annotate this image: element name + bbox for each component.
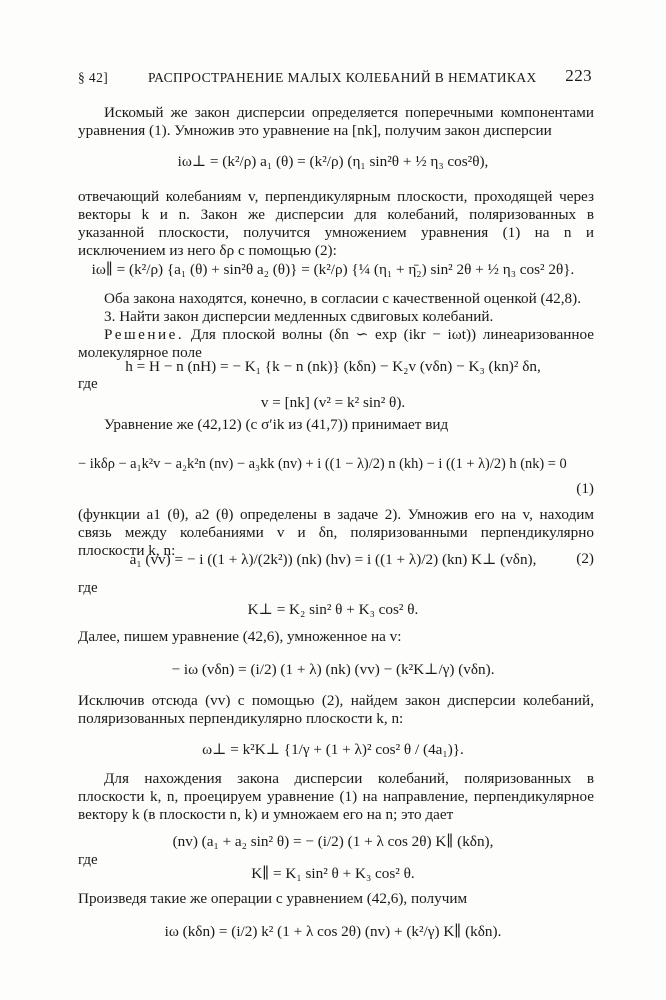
equation-molecular-field: h = H − n (nH) = − K₁ {k − n (nk)} (kδn) − K₂v (vδn) − K₃ (kn)² δn, (125, 358, 541, 375)
equation-1: − ikδρ − a₁k²v − a₂k²n (nv) − a₃kk (nv) + i ((1 − λ)/2) n (kh) − i ((1 + λ)/2) h (nk) = 0 (78, 456, 567, 472)
running-header (78, 66, 592, 90)
equation-omega-perp: iω⊥ = (k²/ρ) a₁ (θ) = (k²/ρ) (η₁ sin²θ + ½ η₃ cos²θ), (177, 153, 489, 170)
equation-k-perp: K⊥ = K₂ sin² θ + K₃ cos² θ. (247, 601, 419, 618)
solution-label: Решение. (104, 326, 185, 343)
equation-2: a₁ (vv) = − i ((1 + λ)/(2k²)) (nk) (hv) = i ((1 + λ)/2) (kn) K⊥ (vδn), (129, 551, 537, 568)
equation-k-parallel: K∥ = K₁ sin² θ + K₃ cos² θ. (251, 865, 415, 882)
paragraph-7: (функции a1 (θ), a2 (θ) определены в задаче 2). Умножив его на v, находим связь между колебаниями v и δn, поляризованными перпендикулярно плоскости k, n: (78, 506, 594, 559)
section-marker: § 42] (78, 70, 109, 85)
paragraph-1: Искомый же закон дисперсии определяется поперечными компонентами уравнения (1). Умножив это уравнение на [nk], получим закон дисперсии (78, 104, 594, 139)
equation-number-2: (2) (576, 550, 594, 567)
equation-omega-parallel: iω∥ = (k²/ρ) {a₁ (θ) + sin²θ a₂ (θ)} = (k²/ρ) {¼ (η₁ + η̄₂) sin² 2θ + ½ η₃ cos² 2θ}. (91, 261, 575, 278)
solution-text: Для плоской волны (δn ∽ exp (ikr − iωt)) линеаризованное молекулярное поле (78, 326, 594, 361)
paragraph-2: отвечающий колебаниям v, перпендикулярным плоскости, проходящей через векторы k и n. Закон же дисперсии для колебаний, поляризованных в указанной плоскости, получится умножением уравнения (1) на n и исключением из него δρ с помощью (2): (78, 188, 594, 259)
where-label-2: где (78, 580, 98, 596)
equation-nv-projection: (nv) (a₁ + a₂ sin² θ) = − (i/2) (1 + λ cos 2θ) K∥ (kδn), (172, 833, 494, 850)
equation-number-1: (1) (576, 480, 594, 497)
problem-3-statement: 3. Найти закон дисперсии медленных сдвиговых колебаний. (104, 308, 494, 325)
solution-paragraph (78, 326, 594, 362)
where-label-1: где (78, 376, 98, 392)
equation-omega-perp-shear: ω⊥ = k²K⊥ {1/γ + (1 + λ)² cos² θ / (4a₁)}. (202, 741, 464, 758)
equation-final: iω (kδn) = (i/2) k² (1 + λ cos 2θ) (nv) + (k²/γ) K∥ (kδn). (164, 923, 502, 940)
equation-omega-vdn: − iω (vδn) = (i/2) (1 + λ) (nk) (vv) − (k²K⊥/γ) (vδn). (171, 661, 495, 678)
page-number: 223 (565, 66, 592, 85)
paragraph-10: Для нахождения закона дисперсии колебаний, поляризованных в плоскости k, n, проецируем уравнение (1) на направление, перпендикулярное вектору k (в плоскости n, k) и умножаем его на n; это дает (78, 770, 594, 823)
equation-v-definition: v = [nk] (v² = k² sin² θ). (260, 394, 406, 411)
paragraph-6: Уравнение же (42,12) (с σ′ik из (41,7)) принимает вид (104, 416, 449, 433)
where-label-3: где (78, 852, 98, 868)
paragraph-8: Далее, пишем уравнение (42,6), умноженное на v: (78, 628, 402, 645)
paragraph-3: Оба закона находятся, конечно, в согласии с качественной оценкой (42,8). (104, 290, 582, 307)
paragraph-11: Произведя такие же операции с уравнением (42,6), получим (78, 890, 468, 907)
paragraph-9: Исключив отсюда (vv) с помощью (2), найдем закон дисперсии колебаний, поляризованных перпендикулярно плоскости k, n: (78, 692, 594, 727)
running-title: РАСПРОСТРАНЕНИЕ МАЛЫХ КОЛЕБАНИЙ В НЕМАТИКАХ (148, 70, 537, 85)
